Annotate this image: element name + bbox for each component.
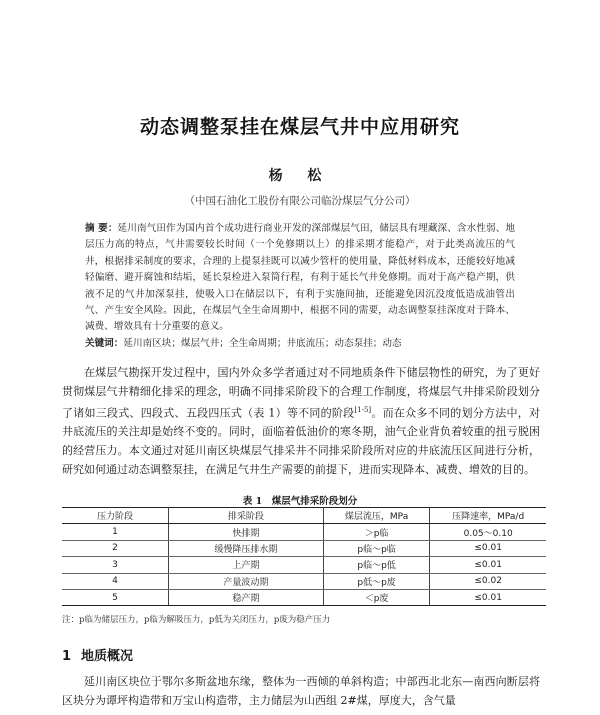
table-cell: 2 (62, 540, 168, 556)
abstract-text: 延川南气田作为国内首个成功进行商业开发的深部煤层气田，储层具有埋藏深、含水性弱、地层压力高的特点，气井需要较长时间（一个免修期以上）的排采期才能稳产，对于此类高流压的气井，根据排采制度的要求，合理的上提泵挂既可以减少管杆的使用量，降低材料成本，还能较好地减轻偏磨、避开腐蚀和结垢，延长泵检进入泵筒行程，有利于延长气井免修期。而对于高产稳产期，供液不足的气井加深泵挂，使吸入口在储层以下，有利于实施间抽，还能避免因沉没度低造成油管出气、产生安全风险。因此，在煤层气全生命周期中，根据不同的需要，动态调整泵挂深度对于降本、减费、增效具有十分重要的意义。 (85, 223, 516, 333)
table-row (62, 589, 546, 605)
abstract-label: 摘 要： (85, 223, 118, 234)
section-heading (62, 645, 133, 664)
table-cell: 3 (62, 557, 168, 573)
table-row (62, 540, 546, 556)
author-affiliation: （中国石油化工股份有限公司临汾煤层气分公司） (184, 195, 416, 207)
table-cell: 稳产期 (168, 589, 323, 605)
table-note: 注：p临为储层压力，p临为解吸压力，p低为关闭压力，p废为稳产压力 (62, 615, 331, 625)
table-cell: ≤0.01 (430, 589, 546, 605)
section-paragraph: 延川南区块位于鄂尔多斯盆地东缘，整体为一西倾的单斜构造；中部西北北东—南西向断层将区块分为谭坪构造带和万宝山构造带，主力储层为山西组 2#煤，厚度大，含气量 (62, 675, 540, 707)
intro-text-part1: 在煤层气勘探开发过程中，国内外众多学者通过对不同地质条件下储层物性的研究，为了更好贯彻煤层气井精细化排采的理念，明确不同排采阶段下的合理工作制度，将煤层气井排采阶段划分了诸如三段式、四段式、五段四压式（表 1）等不同的阶段 (62, 366, 540, 420)
abstract (85, 221, 515, 336)
table-header-row (62, 508, 546, 524)
table-row (62, 557, 546, 573)
table-cell: ＜p废 (323, 589, 429, 605)
keywords-label: 关键词： (85, 338, 124, 349)
author-name: 杨 松 (268, 168, 332, 184)
table-header-cell: 排采阶段 (168, 508, 323, 524)
table-row (62, 524, 546, 540)
table-cell: 1 (62, 524, 168, 540)
table-cell: 4 (62, 573, 168, 589)
table-cell: 上产期 (168, 557, 323, 573)
keywords (85, 336, 515, 352)
stages-table (62, 507, 546, 606)
table-caption: 表 1 煤层气排采阶段划分 (242, 496, 358, 507)
table-cell: p临～p临 (323, 540, 429, 556)
intro-text-part2: 。而在众多不同的划分方法中，对井底流压的关注却是始终不变的。同时，面临着低油价的寒冬期，油气企业背负着较重的扭亏脱困的经营压力。本文通过对延川南区块煤层气排采井不同排采阶段所对应的井底流压区间进行分析，研究如何通过动态调整泵挂，在满足气井生产需要的前提下，进而实现降本、减费、增效的目的。 (62, 406, 541, 476)
paper-title: 动态调整泵挂在煤层气井中应用研究 (139, 116, 460, 138)
citation-ref[interactable]: [1-5] (354, 406, 372, 415)
table-cell: 快排期 (168, 524, 323, 540)
table-cell: ≤0.01 (430, 557, 546, 573)
table-cell: p低～p废 (323, 573, 429, 589)
table-cell: 产量波动期 (168, 573, 323, 589)
intro-paragraph (62, 364, 540, 479)
table-cell: 缓慢降压排水期 (168, 540, 323, 556)
table-header-cell: 压降速率，MPa/d (430, 508, 546, 524)
section-title: 地质概况 (81, 649, 134, 664)
table-cell: 5 (62, 589, 168, 605)
table-cell: ＞p临 (323, 524, 429, 540)
keywords-text: 延川南区块；煤层气井；全生命周期；井底流压；动态泵挂；动态 (123, 338, 402, 349)
section-number: 1 (62, 649, 72, 664)
table-cell: ≤0.01 (430, 540, 546, 556)
table-cell: 0.05～0.10 (430, 524, 546, 540)
table-row (62, 573, 546, 589)
table-cell: p临～p低 (323, 557, 429, 573)
table-header-cell: 煤层流压，MPa (323, 508, 429, 524)
table-cell: ≤0.02 (430, 573, 546, 589)
table-header-cell: 压力阶段 (62, 508, 168, 524)
